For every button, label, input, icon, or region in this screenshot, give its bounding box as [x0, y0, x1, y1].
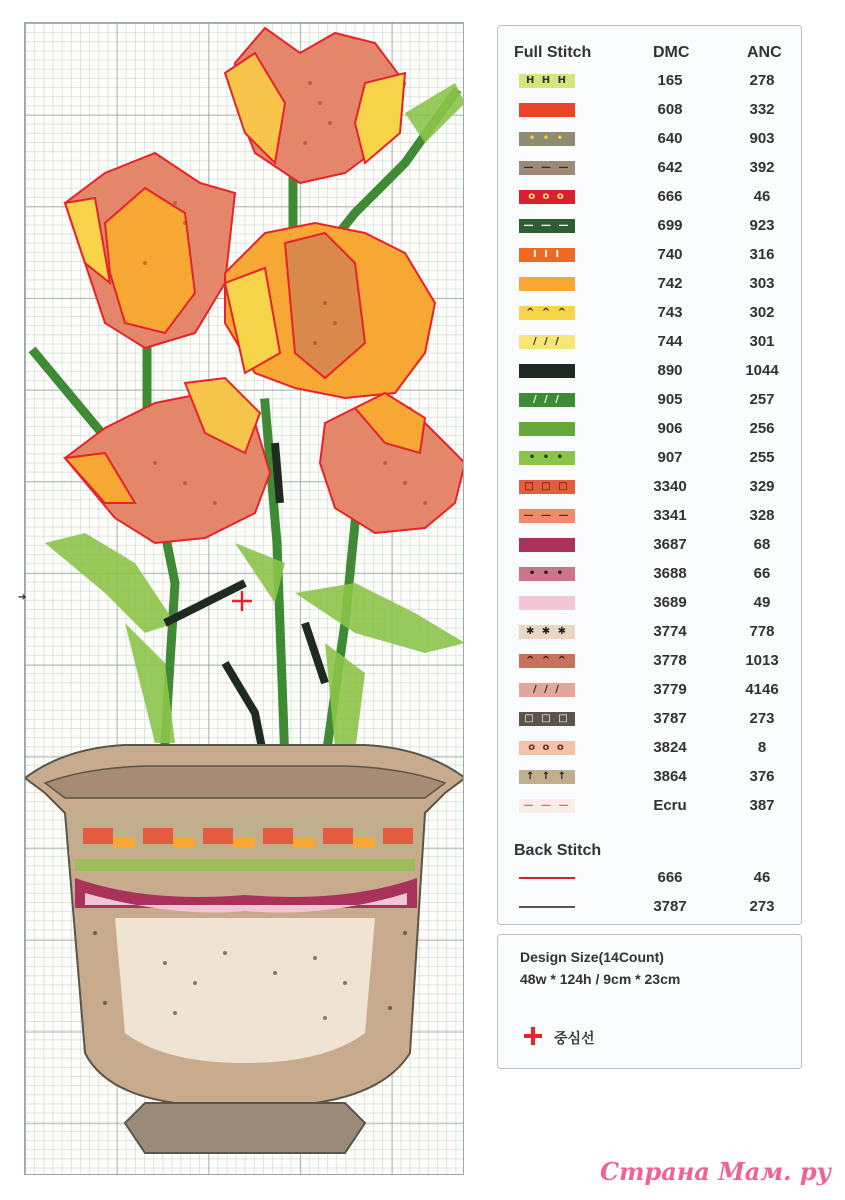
dmc-number: 742 [657, 275, 683, 292]
dmc-number: Ecru [653, 797, 687, 814]
dmc-number: 608 [657, 101, 683, 118]
key-row [498, 187, 801, 207]
key-row [498, 477, 801, 497]
key-row [498, 564, 801, 584]
back-stitch-heading: Back Stitch [514, 842, 602, 859]
anc-number: 68 [753, 536, 771, 553]
color-swatch: • • • [519, 567, 575, 581]
key-row [498, 158, 801, 178]
key-row [498, 709, 801, 729]
dmc-number: 890 [657, 362, 683, 379]
full-stitch-heading: Full Stitch [514, 44, 592, 61]
color-swatch: / / / [519, 335, 575, 349]
key-row [498, 100, 801, 120]
dmc-number: 3689 [653, 594, 687, 611]
dmc-number: 3779 [653, 681, 687, 698]
key-row [498, 216, 801, 236]
dmc-number: 640 [657, 130, 683, 147]
design-size-title: Design Size(14Count) [520, 949, 664, 965]
key-row [498, 419, 801, 439]
anc-number: 316 [749, 246, 775, 263]
key-row [498, 506, 801, 526]
color-swatch [519, 103, 575, 117]
color-swatch: □ □ □ [519, 480, 575, 494]
anc-number: 903 [749, 130, 775, 147]
dmc-number: 3774 [653, 623, 687, 640]
dmc-number: 3787 [653, 898, 687, 915]
dmc-heading: DMC [653, 44, 690, 61]
color-swatch: — — — [519, 219, 575, 233]
key-row [498, 129, 801, 149]
color-swatch: — — — [519, 161, 575, 175]
anc-number: 778 [749, 623, 775, 640]
anc-number: 923 [749, 217, 775, 234]
color-swatch: o o o [519, 190, 575, 204]
color-swatch: ✱ ✱ ✱ [519, 625, 575, 639]
dmc-number: 3778 [653, 652, 687, 669]
key-row [498, 738, 801, 758]
design-info-box [497, 934, 802, 1069]
dmc-number: 907 [657, 449, 683, 466]
key-row [498, 593, 801, 613]
dmc-number: 3787 [653, 710, 687, 727]
cross-stitch-chart [24, 22, 464, 1175]
anc-number: 278 [749, 72, 775, 89]
key-row [498, 651, 801, 671]
anc-number: 256 [749, 420, 775, 437]
dmc-number: 642 [657, 159, 683, 176]
dmc-number: 666 [657, 869, 683, 886]
anc-number: 303 [749, 275, 775, 292]
tulip-pot-artwork [25, 23, 464, 1175]
center-cross-icon [524, 1027, 542, 1045]
anc-number: 273 [749, 898, 775, 915]
dmc-number: 740 [657, 246, 683, 263]
anc-number: 4146 [745, 681, 779, 698]
key-row [498, 448, 801, 468]
dmc-number: 3688 [653, 565, 687, 582]
back-stitch-row [498, 897, 801, 917]
color-swatch: — — — [519, 509, 575, 523]
dmc-number: 3340 [653, 478, 687, 495]
center-line-label: 중심선 [554, 1031, 595, 1047]
key-row [498, 245, 801, 265]
key-row [498, 274, 801, 294]
anc-number: 328 [749, 507, 775, 524]
dmc-number: 744 [657, 333, 683, 350]
color-key-panel [497, 25, 802, 925]
color-swatch [519, 364, 575, 378]
dmc-number: 905 [657, 391, 683, 408]
key-row [498, 622, 801, 642]
center-arrow-icon: ➔ [18, 592, 27, 603]
key-row [498, 361, 801, 381]
color-swatch: / / / [519, 393, 575, 407]
color-swatch [519, 277, 575, 291]
color-swatch: I I I [519, 248, 575, 262]
color-swatch: • • • [519, 451, 575, 465]
key-row [498, 796, 801, 816]
anc-number: 255 [749, 449, 775, 466]
anc-number: 302 [749, 304, 775, 321]
color-swatch: • • • [519, 132, 575, 146]
color-swatch: / / / [519, 683, 575, 697]
color-swatch: ↑ ↑ ↑ [519, 770, 575, 784]
dmc-number: 699 [657, 217, 683, 234]
anc-number: 329 [749, 478, 775, 495]
dmc-number: 906 [657, 420, 683, 437]
anc-number: 301 [749, 333, 775, 350]
watermark: Страна Мам. ру [599, 1157, 831, 1186]
anc-number: 332 [749, 101, 775, 118]
key-row [498, 767, 801, 787]
color-swatch [519, 422, 575, 436]
anc-number: 46 [753, 188, 771, 205]
anc-number: 1044 [745, 362, 779, 379]
anc-number: 392 [749, 159, 775, 176]
color-swatch [519, 596, 575, 610]
dmc-number: 666 [657, 188, 683, 205]
dmc-number: 743 [657, 304, 683, 321]
anc-number: 376 [749, 768, 775, 785]
dmc-number: 3864 [653, 768, 687, 785]
back-stitch-line [519, 871, 575, 885]
dmc-number: 3341 [653, 507, 687, 524]
color-swatch [519, 538, 575, 552]
dmc-number: 3687 [653, 536, 687, 553]
anc-heading: ANC [747, 44, 782, 61]
key-row [498, 332, 801, 352]
color-swatch: o o o [519, 741, 575, 755]
anc-number: 257 [749, 391, 775, 408]
key-row [498, 680, 801, 700]
key-row [498, 71, 801, 91]
anc-number: 1013 [745, 652, 779, 669]
color-swatch: H H H [519, 74, 575, 88]
design-size-value: 48w * 124h / 9cm * 23cm [520, 971, 681, 987]
anc-number: 273 [749, 710, 775, 727]
anc-number: 46 [753, 869, 771, 886]
dmc-number: 3824 [653, 739, 687, 756]
back-stitch-row [498, 868, 801, 888]
color-swatch: — — — [519, 799, 575, 813]
back-stitch-line [519, 900, 575, 914]
key-row [498, 535, 801, 555]
key-row [498, 390, 801, 410]
color-swatch: □ □ □ [519, 712, 575, 726]
anc-number: 387 [749, 797, 775, 814]
anc-number: 8 [757, 739, 767, 756]
anc-number: 66 [753, 565, 771, 582]
color-swatch: ^ ^ ^ [519, 306, 575, 320]
anc-number: 49 [753, 594, 771, 611]
key-row [498, 303, 801, 323]
dmc-number: 165 [657, 72, 683, 89]
color-swatch: ^ ^ ^ [519, 654, 575, 668]
